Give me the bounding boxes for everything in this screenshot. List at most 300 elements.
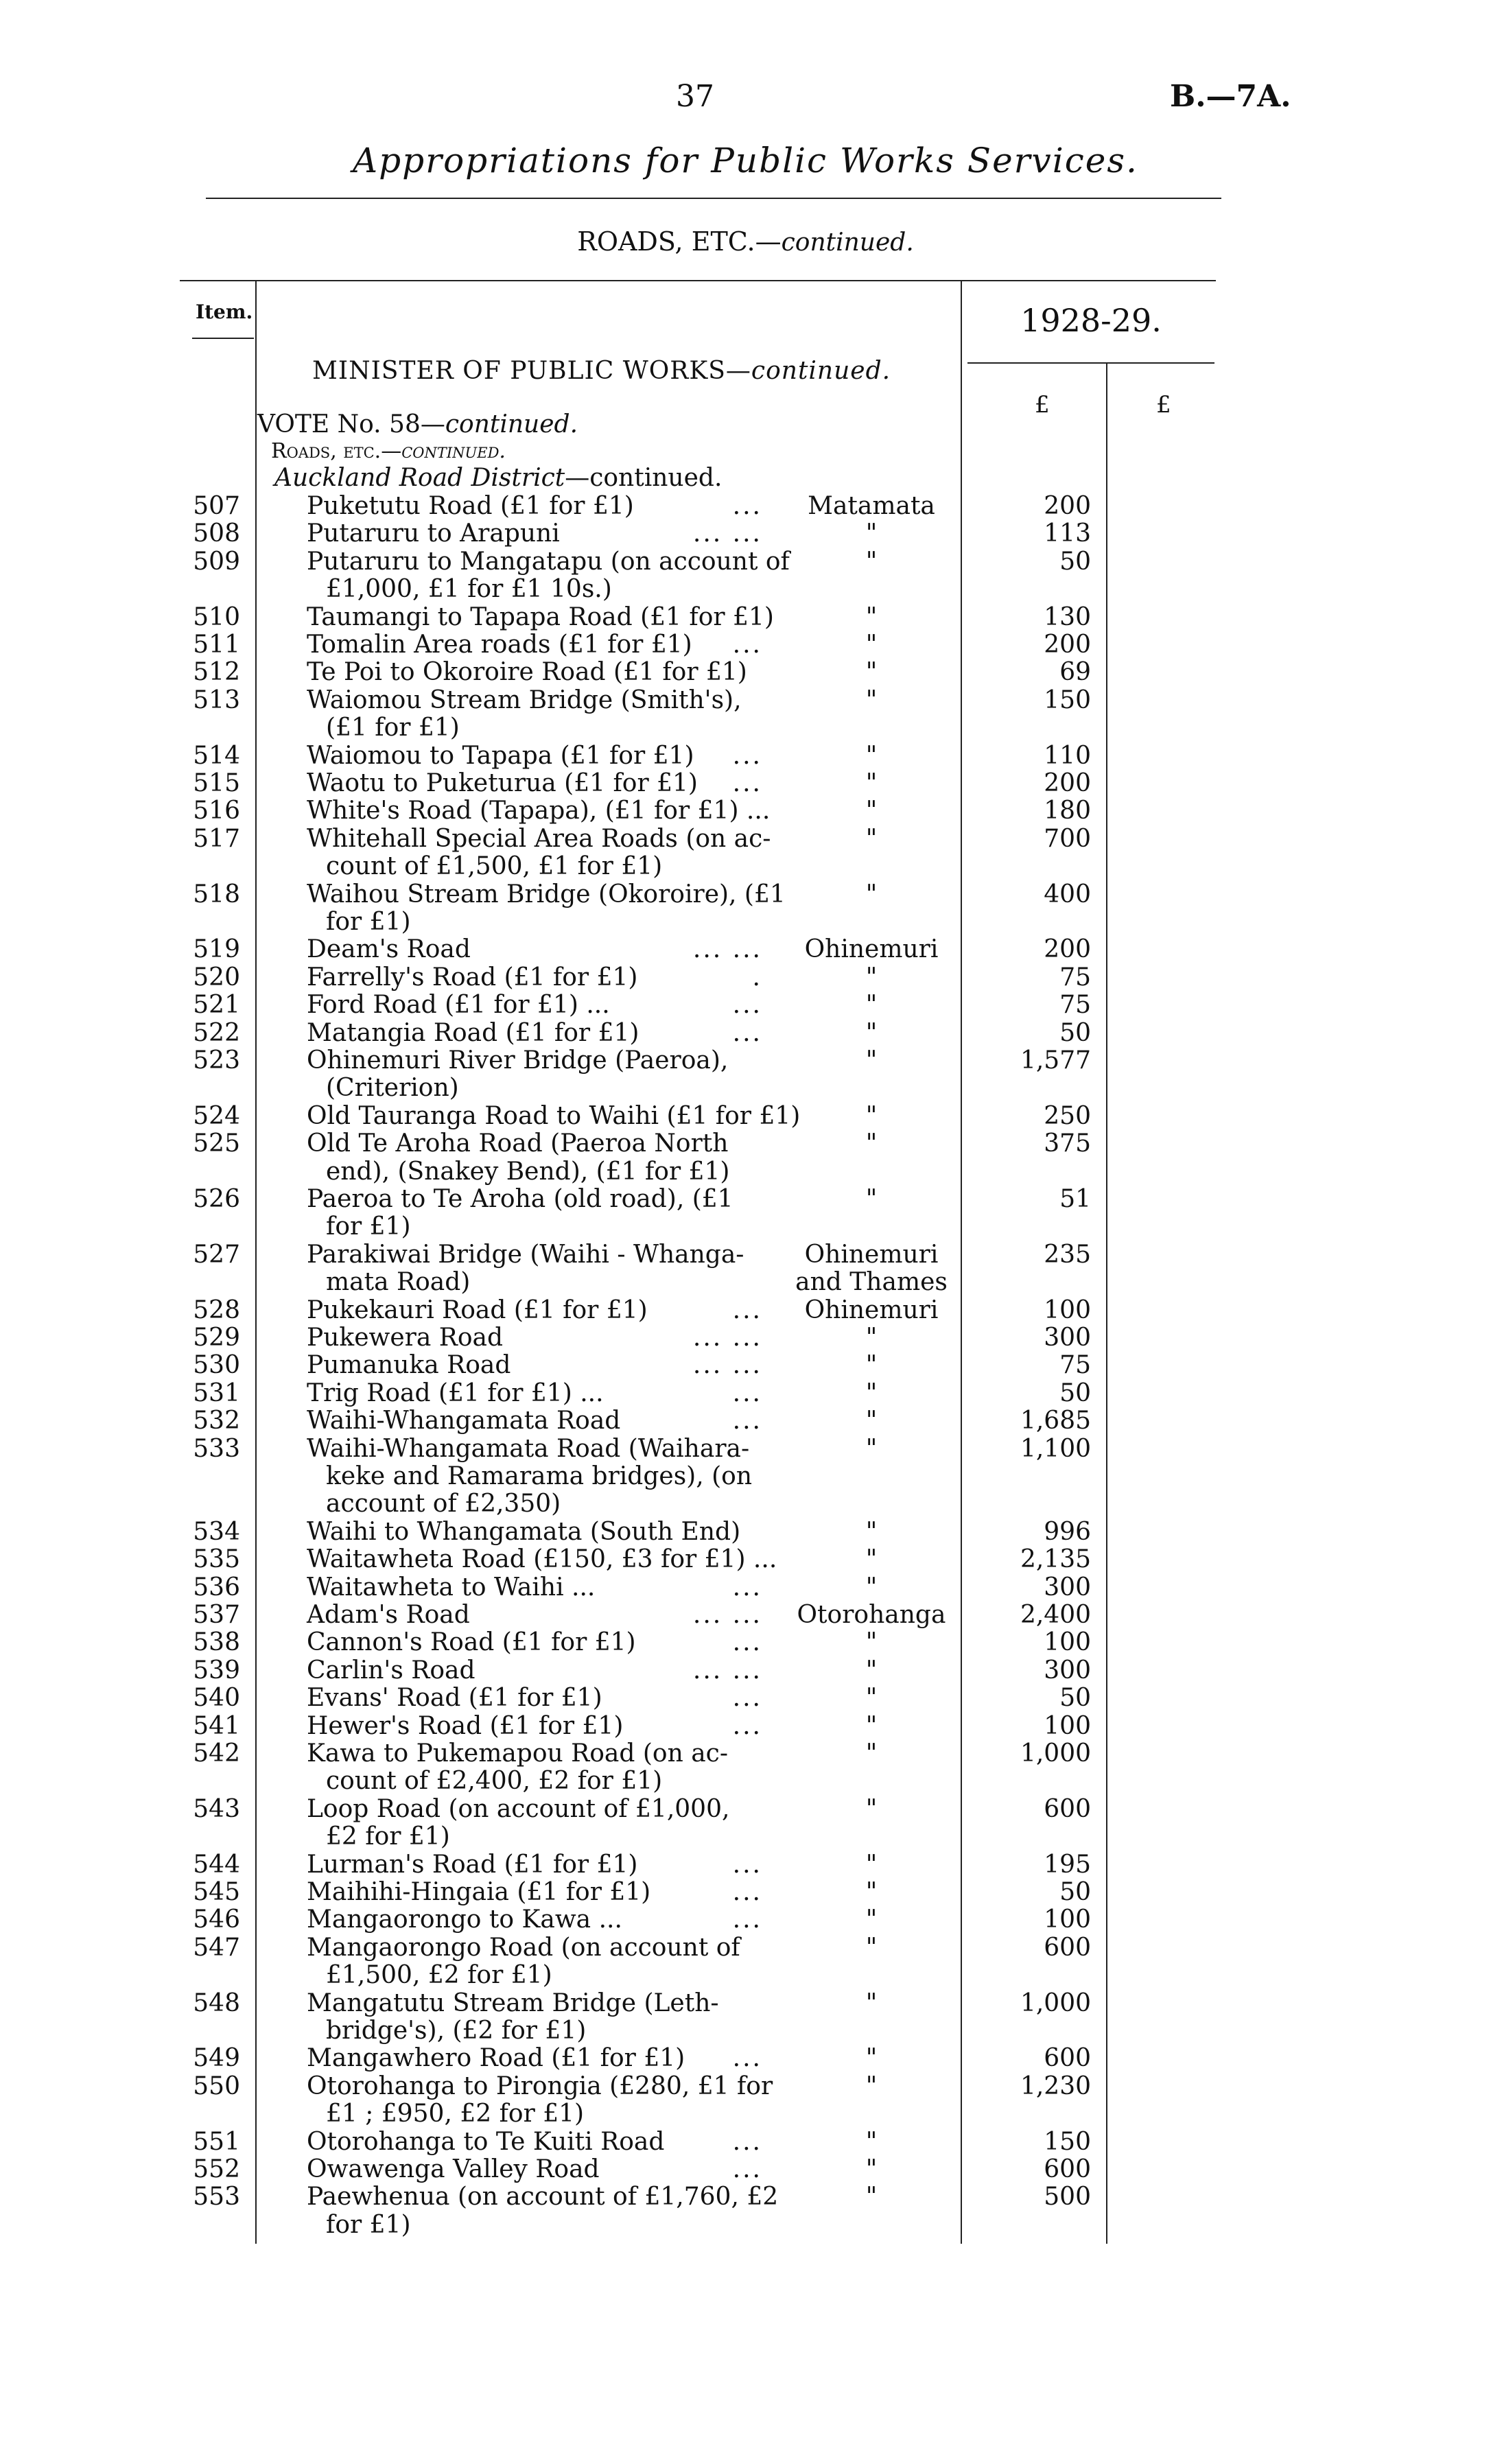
amount-value: 180 [1044, 797, 1091, 825]
item-number: 534 [193, 1517, 240, 1546]
item-number: 539 [193, 1656, 240, 1685]
amount-value: 130 [1044, 602, 1091, 631]
item-number: 515 [193, 769, 240, 797]
road-name-cell [307, 1130, 765, 1158]
table-row [0, 1740, 1491, 1768]
roads-heading: Roads, etc.—continued. [271, 439, 506, 463]
district-name: Ohinemuri [804, 1240, 939, 1269]
table-row [0, 1546, 1491, 1573]
amount-value: 51 [1059, 1185, 1091, 1213]
dot-leaders: ... ... [692, 1351, 762, 1380]
page-title: Appropriations for Public Works Services. [353, 141, 1138, 180]
dot-leaders: ... ... [692, 1656, 762, 1685]
road-name-cell [307, 2183, 779, 2211]
amount-value: 150 [1044, 685, 1091, 714]
amount-value: 1,100 [1020, 1434, 1091, 1463]
currency-symbol: £ [1035, 391, 1050, 419]
table-row [0, 1241, 1491, 1269]
table-row [0, 797, 1491, 825]
road-name-cell [307, 1324, 765, 1352]
amount-value: 375 [1044, 1129, 1091, 1158]
road-name: Putaruru to Arapuni [307, 519, 560, 548]
amount-value: 200 [1044, 631, 1091, 659]
district-name: " [865, 658, 878, 687]
item-number: 517 [193, 824, 240, 853]
district-name: " [865, 991, 878, 1020]
amount-value: 1,685 [1020, 1407, 1091, 1435]
dot-leaders: ... [732, 2155, 762, 2183]
table-row [0, 520, 1491, 548]
amount-value: 600 [1044, 1933, 1091, 1962]
amount-value: 75 [1059, 963, 1091, 992]
road-name: Cannon's Road (£1 for £1) [307, 1628, 636, 1657]
road-name-cell [307, 1879, 765, 1906]
amount-value: 700 [1044, 824, 1091, 853]
table-row [0, 2183, 1491, 2211]
table-row [0, 770, 1491, 797]
table-row [0, 825, 1491, 853]
page-number: 37 [676, 79, 714, 114]
item-number: 546 [193, 1905, 240, 1934]
district-name: Ohinemuri [804, 1295, 939, 1324]
road-name: Waotu to Puketurua (£1 for £1) [307, 769, 698, 797]
amount-value: 1,230 [1020, 2072, 1091, 2100]
amount-value: 110 [1044, 741, 1091, 770]
table-row [0, 1186, 1491, 1213]
table-row [0, 1518, 1491, 1546]
road-name-cell [307, 2156, 765, 2183]
item-number: 551 [193, 2127, 240, 2156]
district-name: " [865, 824, 878, 853]
item-number: 512 [193, 658, 240, 687]
district-name: " [865, 1739, 878, 1768]
amount-value: 100 [1044, 1295, 1091, 1324]
dot-leaders: ... [732, 1295, 762, 1324]
dot-leaders: ... [732, 1378, 762, 1407]
road-name: Otorohanga to Te Kuiti Road [307, 2127, 665, 2156]
road-name: Te Poi to Okoroire Road (£1 for £1) [307, 658, 747, 687]
dot-leaders: ... [732, 741, 762, 770]
road-name: Parakiwai Bridge (Waihi - Whanga- [307, 1240, 744, 1269]
dot-leaders: ... [732, 769, 762, 797]
road-name-cell [307, 880, 786, 908]
road-name-continuation: £1,500, £2 for £1) [326, 1961, 552, 1990]
item-number: 516 [193, 797, 240, 825]
road-name: Deam's Road [307, 935, 471, 964]
minister-heading: MINISTER OF PUBLIC WORKS—continued. [312, 357, 891, 385]
table-row [0, 742, 1491, 770]
amount-value: 600 [1044, 2044, 1091, 2073]
table-row [0, 964, 1491, 992]
item-number: 543 [193, 1794, 240, 1823]
road-name-cell [307, 1740, 765, 1768]
amount-value: 50 [1059, 1684, 1091, 1713]
item-number: 509 [193, 547, 240, 576]
dot-leaders: ... [732, 1850, 762, 1879]
item-number: 532 [193, 1407, 240, 1435]
road-name-cell [307, 1047, 765, 1075]
road-name-cell [307, 1518, 765, 1546]
road-name-cell [307, 2128, 765, 2156]
item-number: 544 [193, 1850, 240, 1879]
district-name: " [865, 685, 878, 714]
road-name-cell [307, 1629, 765, 1656]
road-name-cell [307, 2045, 765, 2072]
road-name-cell [307, 1657, 765, 1685]
document-reference: B.—7A. [1170, 79, 1291, 114]
road-name: Waitawheta Road (£150, £3 for £1) ... [307, 1545, 777, 1574]
table-row [0, 1906, 1491, 1934]
item-number: 542 [193, 1739, 240, 1768]
dot-leaders: ... ... [692, 1601, 762, 1629]
road-name: Kawa to Pukemapou Road (on ac- [307, 1739, 729, 1768]
amount-value: 69 [1059, 658, 1091, 687]
district-name: " [865, 1684, 878, 1713]
table-row [0, 1657, 1491, 1685]
item-number: 520 [193, 963, 240, 992]
district-name: " [865, 1407, 878, 1435]
district-name: " [865, 1018, 878, 1047]
dot-leaders: ... [732, 991, 762, 1020]
road-name: Taumangi to Tapapa Road (£1 for £1) [307, 602, 774, 631]
item-number: 527 [193, 1240, 240, 1269]
item-number: 545 [193, 1878, 240, 1906]
road-name-cell [307, 1990, 765, 2017]
amount-value: 600 [1044, 1794, 1091, 1823]
table-row [0, 1324, 1491, 1352]
road-name: Loop Road (on account of £1,000, [307, 1794, 730, 1823]
table-row [0, 2128, 1491, 2156]
dot-leaders: ... [732, 2044, 762, 2073]
district-name: " [865, 1850, 878, 1879]
road-name-continuation: for £1) [326, 1212, 411, 1241]
district-name: Otorohanga [797, 1601, 946, 1629]
item-number: 513 [193, 685, 240, 714]
road-name-cell [307, 1601, 765, 1629]
road-name: Mangaorongo to Kawa ... [307, 1905, 622, 1934]
item-number: 524 [193, 1101, 240, 1130]
table-row [0, 1352, 1491, 1379]
road-name: White's Road (Tapapa), (£1 for £1) ... [307, 797, 771, 825]
table-row [0, 1130, 1491, 1158]
item-number: 519 [193, 935, 240, 964]
road-name: Whitehall Special Area Roads (on ac- [307, 824, 771, 853]
district-name: " [865, 1101, 878, 1130]
road-name: Hewer's Road (£1 for £1) [307, 1711, 624, 1740]
table-row [0, 1574, 1491, 1601]
item-number: 529 [193, 1324, 240, 1352]
item-number: 511 [193, 631, 240, 659]
amount-value: 500 [1044, 2183, 1091, 2211]
amount-value: 2,400 [1020, 1601, 1091, 1629]
district-name-continuation: and Thames [795, 1268, 948, 1297]
district-name: " [865, 2127, 878, 2156]
road-name-cell [307, 1934, 765, 1962]
table-row [0, 1103, 1491, 1130]
amount-value: 200 [1044, 492, 1091, 520]
item-number: 536 [193, 1573, 240, 1601]
rule-top [206, 198, 1221, 199]
road-name: Waihou Stream Bridge (Okoroire), (£1 [307, 880, 786, 908]
district-name: " [865, 631, 878, 659]
road-name-continuation: £2 for £1) [326, 1822, 450, 1851]
dot-leaders: ... [732, 1407, 762, 1435]
district-name: " [865, 1628, 878, 1657]
road-name-cell [307, 2072, 773, 2100]
district-heading: Auckland Road District—continued. [274, 464, 723, 492]
amount-value: 300 [1044, 1324, 1091, 1352]
item-number: 553 [193, 2183, 240, 2211]
road-name-cell [307, 1020, 765, 1047]
item-number: 521 [193, 991, 240, 1020]
district-name: " [865, 1711, 878, 1740]
district-name: " [865, 880, 878, 908]
road-name-continuation: count of £1,500, £1 for £1) [326, 852, 663, 881]
item-number: 514 [193, 741, 240, 770]
item-number: 550 [193, 2072, 240, 2100]
table-row [0, 1713, 1491, 1740]
vote-heading: VOTE No. 58—continued. [257, 410, 578, 438]
amount-value: 75 [1059, 1351, 1091, 1380]
amount-value: 75 [1059, 991, 1091, 1020]
road-name-cell [307, 602, 774, 631]
currency-symbol: £ [1156, 391, 1171, 419]
road-name: Waihi-Whangamata Road [307, 1407, 621, 1435]
road-name: Owawenga Valley Road [307, 2155, 600, 2183]
amount-value: 600 [1044, 2155, 1091, 2183]
road-name-cell [307, 1186, 765, 1213]
road-name: Pumanuka Road [307, 1351, 511, 1380]
dot-leaders: ... ... [692, 935, 762, 964]
amount-value: 50 [1059, 547, 1091, 576]
district-name: " [865, 1046, 878, 1075]
district-name: " [865, 963, 878, 992]
table-row [0, 687, 1491, 714]
road-name: Ohinemuri River Bridge (Paeroa), [307, 1046, 729, 1075]
road-name: Ford Road (£1 for £1) ... [307, 991, 610, 1020]
dot-leaders: ... [732, 492, 762, 520]
district-name: " [865, 602, 878, 631]
dot-leaders: ... ... [692, 1324, 762, 1352]
table-row [0, 493, 1491, 520]
dot-leaders: ... [732, 1018, 762, 1047]
road-name-cell [307, 936, 765, 963]
dot-leaders: ... [732, 1628, 762, 1657]
district-name: " [865, 1794, 878, 1823]
table-row [0, 1407, 1491, 1435]
road-name-continuation: (Criterion) [326, 1074, 459, 1103]
item-number: 531 [193, 1378, 240, 1407]
item-number: 535 [193, 1545, 240, 1574]
district-name: " [865, 1434, 878, 1463]
road-name-cell [307, 547, 790, 576]
road-name-cell [307, 797, 771, 825]
road-name: Paeroa to Te Aroha (old road), (£1 [307, 1185, 733, 1213]
road-name: Mangaorongo Road (on account of [307, 1933, 740, 1962]
item-number: 526 [193, 1185, 240, 1213]
road-name: Paewhenua (on account of £1,760, £2 [307, 2183, 779, 2211]
road-name-cell [307, 964, 765, 992]
road-name-cell [307, 1101, 801, 1130]
table-row [0, 604, 1491, 631]
road-name-cell [307, 824, 771, 853]
road-name: Waihi-Whangamata Road (Waihara- [307, 1434, 750, 1463]
table-row [0, 1685, 1491, 1712]
road-name-cell [307, 1435, 765, 1463]
item-number: 507 [193, 492, 240, 520]
district-name: " [865, 1129, 878, 1158]
item-number: 510 [193, 602, 240, 631]
table-row [0, 1934, 1491, 1962]
road-name-cell [307, 1851, 765, 1879]
item-number: 540 [193, 1684, 240, 1713]
dot-leaders: . [752, 963, 762, 992]
item-number: 508 [193, 519, 240, 548]
road-name: Carlin's Road [307, 1656, 476, 1685]
road-name-continuation: bridge's), (£2 for £1) [326, 2017, 587, 2045]
rule-item-header [192, 338, 254, 339]
district-name: Matamata [808, 492, 935, 520]
road-name: Otorohanga to Pirongia (£280, £1 for [307, 2072, 773, 2100]
district-name: " [865, 1185, 878, 1213]
dot-leaders: ... [732, 1905, 762, 1934]
district-name: " [865, 1517, 878, 1546]
dot-leaders: ... ... [692, 519, 762, 548]
road-name: Pukekauri Road (£1 for £1) [307, 1295, 648, 1324]
district-name: " [865, 1878, 878, 1906]
road-name-cell [307, 1407, 765, 1435]
table-row [0, 881, 1491, 908]
district-name: " [865, 1573, 878, 1601]
district-name: " [865, 2072, 878, 2100]
amount-value: 195 [1044, 1850, 1091, 1879]
amount-value: 2,135 [1020, 1545, 1091, 1574]
road-name-cell [307, 687, 765, 714]
amount-value: 113 [1044, 519, 1091, 548]
road-name-continuation: count of £2,400, £2 for £1) [326, 1767, 663, 1796]
district-name: " [865, 741, 878, 770]
table-row [0, 2073, 1491, 2100]
table-row [0, 1879, 1491, 1906]
road-name: Waiomou to Tapapa (£1 for £1) [307, 741, 694, 770]
amount-value: 996 [1044, 1517, 1091, 1546]
table-row [0, 992, 1491, 1019]
district-name: " [865, 2155, 878, 2183]
district-name: " [865, 1656, 878, 1685]
amount-value: 1,000 [1020, 1988, 1091, 2017]
amount-value: 1,577 [1020, 1046, 1091, 1075]
table-row [0, 1047, 1491, 1075]
table-row [0, 1796, 1491, 1823]
amount-value: 50 [1059, 1378, 1091, 1407]
road-name: Farrelly's Road (£1 for £1) [307, 963, 638, 992]
table-row [0, 1601, 1491, 1629]
road-name-continuation: mata Road) [326, 1268, 471, 1297]
road-name: Old Tauranga Road to Waihi (£1 for £1) [307, 1101, 801, 1130]
item-number: 525 [193, 1129, 240, 1158]
item-number: 533 [193, 1434, 240, 1463]
road-name-continuation: for £1) [326, 908, 411, 936]
table-row [0, 1435, 1491, 1463]
road-name-cell [307, 659, 765, 686]
road-name: Tomalin Area roads (£1 for £1) [307, 631, 692, 659]
road-name-cell [307, 1574, 765, 1601]
road-name-cell [307, 493, 765, 520]
road-name-cell [307, 1297, 765, 1324]
table-row [0, 936, 1491, 963]
amount-value: 50 [1059, 1018, 1091, 1047]
item-number: 523 [193, 1046, 240, 1075]
section-heading: ROADS, ETC.—continued. [577, 226, 914, 257]
table-row [0, 659, 1491, 686]
road-name-continuation: end), (Snakey Bend), (£1 for £1) [326, 1157, 730, 1186]
table-row [0, 1380, 1491, 1407]
table-row [0, 631, 1491, 659]
dot-leaders: ... [732, 631, 762, 659]
road-name: Trig Road (£1 for £1) ... [307, 1378, 604, 1407]
dot-leaders: ... [732, 2127, 762, 2156]
dot-leaders: ... [732, 1878, 762, 1906]
amount-value: 235 [1044, 1240, 1091, 1269]
item-number: 530 [193, 1351, 240, 1380]
district-name: " [865, 1324, 878, 1352]
road-name-cell [307, 1352, 765, 1379]
amount-value: 150 [1044, 2127, 1091, 2156]
road-name-cell [307, 1380, 765, 1407]
road-name-cell [307, 1713, 765, 1740]
dot-leaders: ... [732, 1711, 762, 1740]
road-name-cell [307, 1241, 765, 1269]
item-number: 538 [193, 1628, 240, 1657]
amount-value: 1,000 [1020, 1739, 1091, 1768]
item-number: 547 [193, 1933, 240, 1962]
district-name: " [865, 1988, 878, 2017]
column-header-item: Item. [196, 301, 253, 323]
road-name-continuation: keke and Ramarama bridges), (on [326, 1462, 752, 1490]
rule-header [180, 280, 1216, 281]
column-header-year: 1928-29. [1020, 302, 1162, 339]
item-number: 528 [193, 1295, 240, 1324]
road-name-continuation: £1,000, £1 for £1 10s.) [326, 575, 612, 604]
road-name: Pukewera Road [307, 1324, 504, 1352]
district-name: " [865, 1351, 878, 1380]
road-name: Waitawheta to Waihi ... [307, 1573, 596, 1601]
road-name-continuation: £1 ; £950, £2 for £1) [326, 2100, 585, 2128]
road-name: Mangatutu Stream Bridge (Leth- [307, 1988, 719, 2017]
table-row [0, 2045, 1491, 2072]
district-name: " [865, 2183, 878, 2211]
district-name: Ohinemuri [804, 935, 939, 964]
item-number: 552 [193, 2155, 240, 2183]
table-row [0, 1851, 1491, 1879]
road-name-continuation: (£1 for £1) [326, 714, 460, 742]
rule-year-header [967, 362, 1214, 364]
dot-leaders: ... [732, 1573, 762, 1601]
item-number: 549 [193, 2044, 240, 2073]
item-number: 537 [193, 1601, 240, 1629]
dot-leaders: ... [732, 1684, 762, 1713]
road-name-cell [307, 992, 765, 1019]
road-name-continuation: for £1) [326, 2210, 411, 2239]
road-name-cell [307, 1796, 765, 1823]
road-name-continuation: account of £2,350) [326, 1490, 561, 1518]
amount-value: 100 [1044, 1711, 1091, 1740]
amount-value: 300 [1044, 1573, 1091, 1601]
item-number: 548 [193, 1988, 240, 2017]
road-name-cell [307, 1685, 765, 1712]
road-name: Mangawhero Road (£1 for £1) [307, 2044, 685, 2073]
district-name: " [865, 797, 878, 825]
